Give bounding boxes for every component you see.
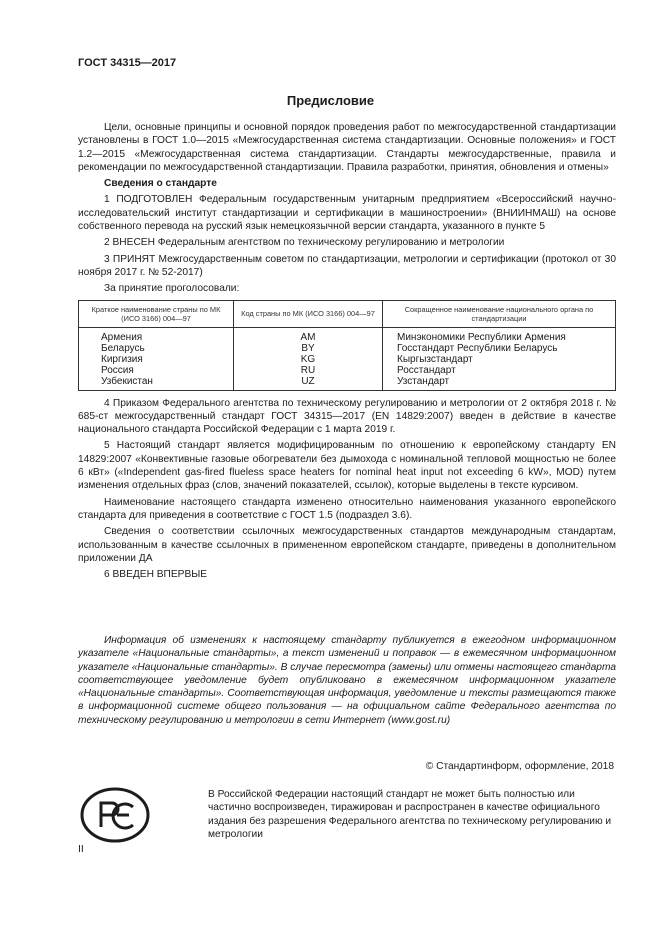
country-cell: Россия [79,365,234,376]
column-header-code: Код страны по МК (ИСО 3166) 004—97 [234,300,383,327]
main-text [78,121,616,581]
table-row [79,327,616,343]
copyright-line: © Стандартинформ, оформление, 2018 [425,761,614,772]
code-cell: KG [234,354,383,365]
body-cell: Госстандарт Республики Беларусь [383,343,616,354]
code-cell: UZ [234,376,383,391]
column-header-body: Сокращенное наименование национального органа по стандартизации [383,300,616,327]
item-6-paragraph: 6 ВВЕДЕН ВПЕРВЫЕ [104,569,208,581]
body-cell: Узстандарт [383,376,616,391]
code-cell: AM [234,327,383,343]
column-header-country: Краткое наименование страны по МК (ИСО 3166) 004—97 [79,300,234,327]
item-5-name-paragraph: Наименование настоящего стандарта изменено относительно наименования указанного европейского стандарта для приведения в соответствие с ГОСТ 1.5 (подраздел 3.6). [78,496,616,521]
table-row [79,354,616,365]
legal-notice-text: В Российской Федерации настоящий стандарт не может быть полностью или частично воспроизведен, тиражирован и распространен в качестве официального издания без разрешения Федерального агентства по техническому регулированию и метрологии [208,789,612,840]
info-heading: Сведения о стандарте [104,178,217,190]
body-cell: Кыргызстандарт [383,354,616,365]
item-5-refs-paragraph: Сведения о соответствии ссылочных межгосударственных стандартов международным стандартам, использованным в качестве ссылочных в примененном европейском стандарте, приведены в дополнительном приложении ДА [78,526,616,564]
country-cell: Киргизия [79,354,234,365]
table-row [79,343,616,354]
code-cell: RU [234,365,383,376]
table-row [79,376,616,391]
changes-notice [78,634,616,727]
country-cell: Беларусь [79,343,234,354]
voting-table [78,300,616,391]
item-2-paragraph: 2 ВНЕСЕН Федеральным агентством по техническому регулированию и метрологии [104,237,505,249]
item-1-paragraph: 1 ПОДГОТОВЛЕН Федеральным государственным унитарным предприятием «Всероссийский научно-исследовательский институт стандартизации и сертификации в машиностроении» (ВНИИНМАШ) на основе собственного перевода на русский язык немецкоязычной версии стандарта, указанного в пункте 5 [78,194,616,233]
item-4-paragraph: 4 Приказом Федерального агентства по техническому регулированию и метрологии от 2 октября 2018 г. № 685-ст межгосударственный стандарт ГОСТ 34315—2017 (EN 14829:2007) введен в действие в качестве национального стандарта Российской Федерации с 1 марта 2019 г. [78,397,616,436]
item-5-paragraph: 5 Настоящий стандарт является модифицированным по отношению к европейскому стандарту EN 14829:2007 «Конвективные газовые обогреватели без дымохода с номинальной тепловой мощностью не более 6 кВт» («Independent gas-fired flueless space heaters for nominal heat input not exceeding 6 kW», MOD) путем изменения отдельных фраз (слов, значений показателей, ссылок), которые выделены в тексте курсивом. [78,440,616,492]
table-row [79,365,616,376]
intro-paragraph: Цели, основные принципы и основной порядок проведения работ по межгосударственной стандартизации установлены в ГОСТ 1.0—2015 «Межгосударственная система стандартизации. Основные положения» и ГОСТ 1.2—2015 «Межгосударственная система стандартизации. Стандарты межгосударственные, правила и рекомендации по межгосударственной стандартизации. Правила разработки, принятия, обновления и отмены» [78,122,616,173]
document-code: ГОСТ 34315—2017 [78,57,177,69]
country-cell: Армения [79,327,234,343]
vote-intro: За принятие проголосовали: [104,283,240,295]
body-cell: Росстандарт [383,365,616,376]
item-3-paragraph: 3 ПРИНЯТ Межгосударственным советом по стандартизации, метрологии и сертификации (протокол от 30 ноября 2017 г. № 52-2017) [78,253,616,278]
page-number: II [78,843,84,855]
country-cell: Узбекистан [79,376,234,391]
pct-certification-mark-icon [79,785,151,845]
page-title: Предисловие [286,93,375,108]
body-cell: Минэкономики Республики Армения [383,327,616,343]
changes-notice-text: Информация об изменениях к настоящему стандарту публикуется в ежегодном информационном указателе «Национальные стандарты», а текст изменений и поправок — в ежемесячном информационном указателе «Национальные стандарты». В случае пересмотра (замены) или отмены настоящего стандарта соответствующее уведомление будет опубликовано в ежемесячном информационном указателе «Национальные стандарты». Соответствующая информация, уведомление и тексты размещаются также в информационной системе общего пользования — на официальном сайте Федерального агентства по техническому регулированию и метрологии в сети Интернет (www.gost.ru) [78,635,616,726]
code-cell: BY [234,343,383,354]
legal-notice [208,788,618,841]
